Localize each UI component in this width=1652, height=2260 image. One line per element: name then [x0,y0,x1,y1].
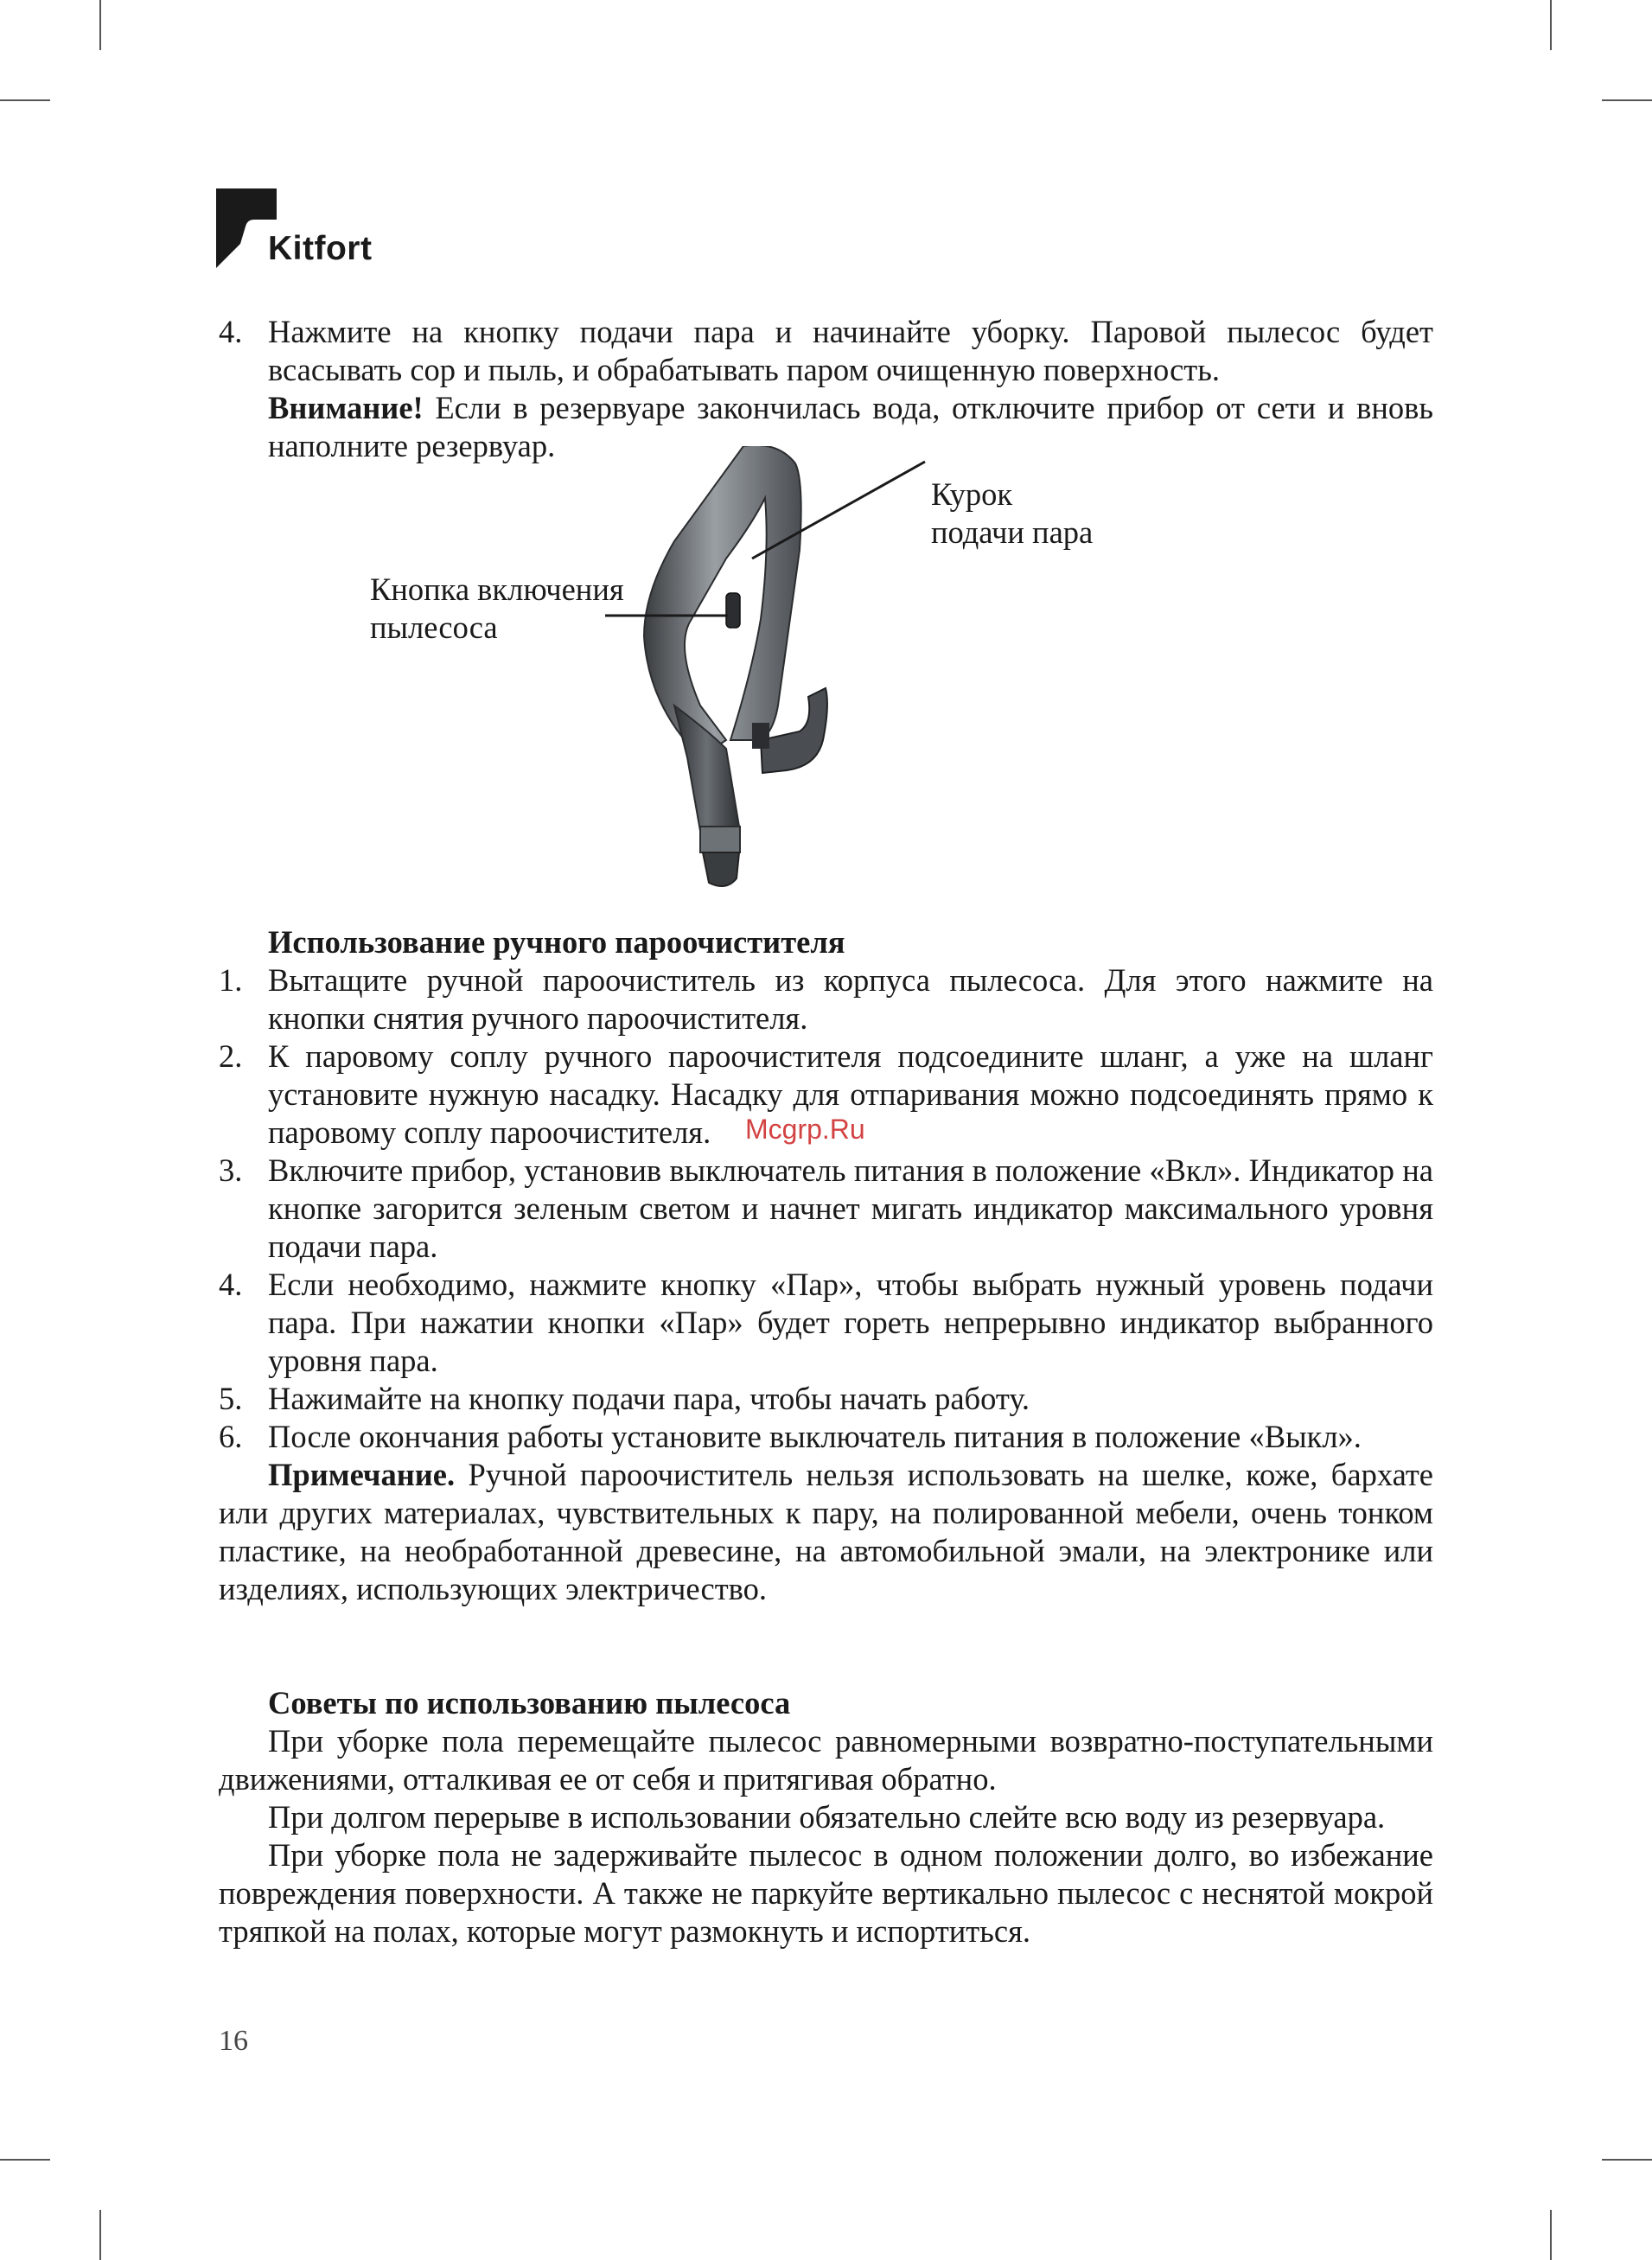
trigger-label-line2: подачи пара [931,514,1094,550]
crop-mark [1550,0,1552,50]
list-item [219,1152,1433,1266]
crop-mark [0,2159,50,2161]
steps-block [219,313,1433,465]
item-number: 3. [219,1152,243,1188]
item-text: После окончания работы установите выключатель питания в положение «Выкл». [268,1419,1362,1454]
tip-paragraph: При уборке пола перемещайте пылесос равномерными возвратно-поступательными движениями, отталкивая ее от себя и притягивая обратно. [219,1723,1433,1797]
section-heading: Советы по использованию пылесоса [268,1685,791,1721]
crop-mark [99,0,101,50]
power-button-icon [726,593,740,628]
handheld-section [219,923,1433,1608]
warning-label: Внимание! [268,390,424,425]
crop-mark [0,99,50,101]
item-text: Если необходимо, нажмите кнопку «Пар», чтобы выбрать нужный уровень подачи пара. При нажатии кнопки «Пар» будет гореть непрерывно индикатор выбранного уровня пара. [268,1267,1433,1378]
item-text: Нажимайте на кнопку подачи пара, чтобы начать работу. [268,1381,1030,1416]
tips-section [219,1684,1433,1950]
note-paragraph [219,1456,1433,1608]
item-number: 4. [219,1267,243,1302]
tip-paragraph: При долгом перерыве в использовании обязательно слейте всю воду из резервуара. [268,1799,1386,1835]
item-number: 2. [219,1038,243,1074]
item-number: 5. [219,1381,243,1416]
item-text: Включите прибор, установив выключатель питания в положение «Вкл». Индикатор на кнопке загорится зеленым светом и начнет мигать индикатор максимального уровня подачи пара. [268,1152,1433,1264]
item-text: Вытащите ручной пароочиститель из корпуса пылесоса. Для этого нажмите на кнопки снятия ручного пароочистителя. [268,962,1433,1036]
brand-name: Kitfort [268,230,373,267]
trigger-label-line1: Курок [931,476,1013,512]
item-number: 4. [219,314,243,349]
hose [703,852,739,886]
crop-mark [1602,99,1652,101]
list-item [219,313,1433,389]
section-heading: Использование ручного пароочистителя [268,924,845,960]
list-item [219,961,1433,1037]
handle-grip [644,446,801,757]
power-label-line2: пылесоса [370,610,498,645]
hose-collar [700,827,740,852]
list-item [219,1266,1433,1380]
watermark: Mcgrp.Ru [745,1114,865,1145]
list-item [219,1380,1433,1418]
item-text: К паровому соплу ручного пароочистителя подсоедините шланг, а уже на шланг установите нужную насадку. Насадку для отпаривания можно подсоединять прямо к паровому соплу пароочистителя. [268,1038,1433,1150]
tip-paragraph: При уборке пола не задерживайте пылесос в одном положении долго, во избежание повреждения поверхности. А также не паркуйте вертикально пылесос с неснятой мокрой тряпкой на полах, которые могут размокнуть и испортиться. [219,1837,1433,1949]
page-number: 16 [219,2025,248,2057]
trigger-callout [931,476,1093,552]
crop-mark [99,2210,101,2260]
power-callout [370,571,624,647]
note-text: Ручной пароочиститель нельзя использовать на шелке, коже, бархате или других материалах, чувствительных к пару, на полированной мебели, очень тонком пластике, на необработанной древесине, на автомобильной эмали, на электронике или изделиях, использующих электричество. [219,1457,1433,1606]
power-label-line1: Кнопка включения [370,571,624,607]
list-item [219,1418,1433,1456]
knob-clip [752,723,769,749]
item-text: Нажмите на кнопку подачи пара и начинайте уборку. Паровой пылесос будет всасывать сор и пыль, и обрабатывать паром очищенную поверхность. [268,314,1433,387]
item-number: 6. [219,1419,243,1454]
crop-mark [1602,2159,1652,2161]
note-label: Примечание. [268,1457,456,1492]
crop-mark [1550,2210,1552,2260]
warning-text: Если в резервуаре закончилась вода, отключите прибор от сети и вновь наполните резервуар. [268,390,1433,463]
item-number: 1. [219,962,243,998]
